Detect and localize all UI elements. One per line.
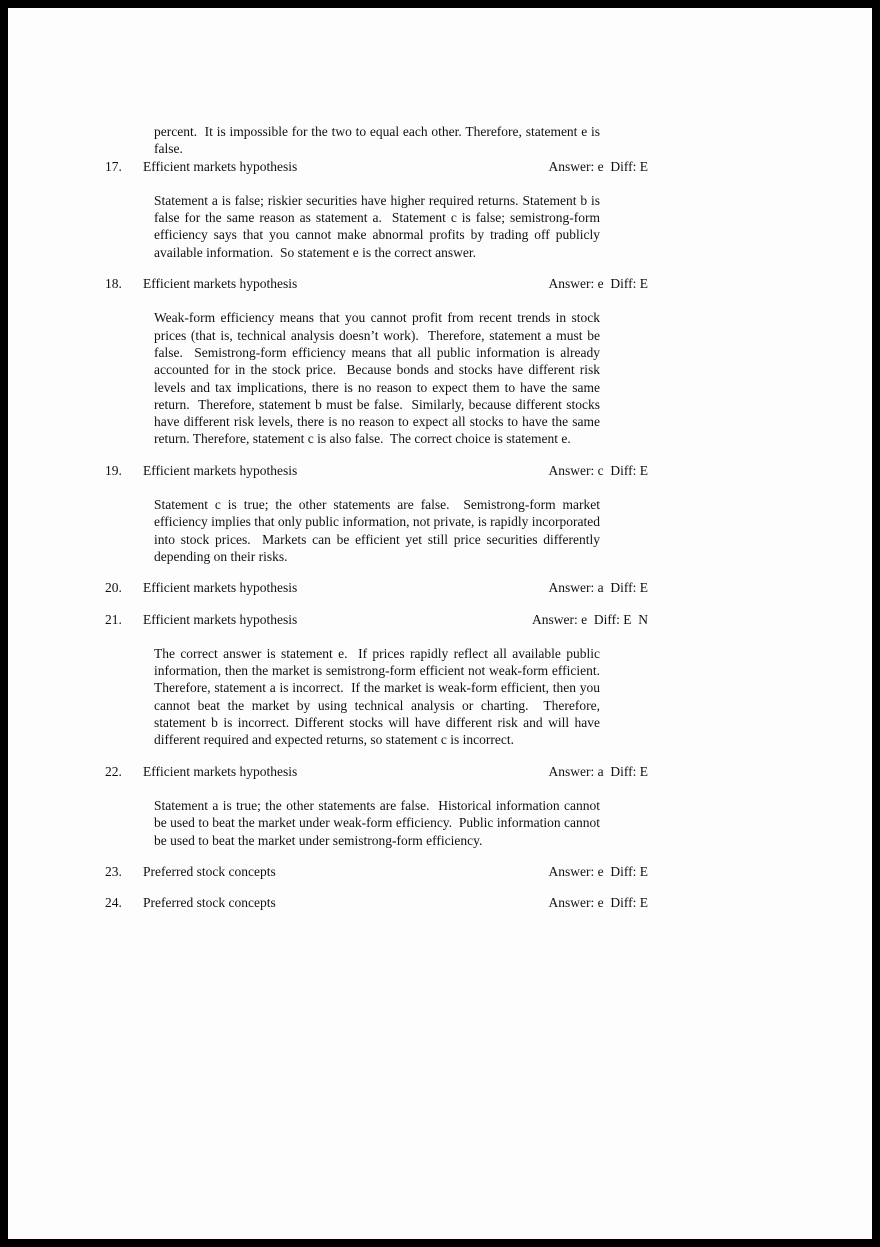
item-topic: Preferred stock concepts (143, 863, 276, 879)
item-number: 19. (105, 462, 122, 478)
question-item (105, 611, 648, 749)
question-item (105, 863, 648, 880)
question-item (105, 275, 648, 448)
item-topic: Efficient markets hypothesis (143, 462, 298, 478)
item-number: 23. (105, 863, 122, 879)
item-explanation: Statement a is true; the other statements are false. Historical information cannot be used to beat the market under weak-form efficiency. Public information cannot be used to beat the market under semistrong-form efficiency. (154, 797, 604, 848)
question-item (105, 763, 648, 849)
item-heading (105, 763, 648, 780)
item-heading (105, 158, 648, 175)
item-topic: Efficient markets hypothesis (143, 580, 298, 596)
item-heading (105, 611, 648, 628)
item-number: 21. (105, 611, 122, 627)
item-number: 17. (105, 158, 122, 174)
question-item (105, 462, 648, 565)
item-answer: Answer: e Diff: E (548, 276, 648, 292)
items-list (105, 158, 648, 912)
item-explanation: Weak-form efficiency means that you cannot profit from recent trends in stock prices (that is, technical analysis doesn’t work). Therefore, statement a must be false. Semistrong-form efficiency means that all public information is already accounted for in the stock price. Because bonds and stocks have different risk levels and tax implications, there is no reason to expect them to have the same return. Therefore, statement b must be false. Similarly, because different stocks have different risk levels, there is no reason to expect all stocks to have the same return. Therefore, statement c is also false. The correct choice is statement e. (154, 310, 604, 447)
item-heading (105, 275, 648, 292)
item-topic: Efficient markets hypothesis (143, 276, 298, 292)
item-number: 22. (105, 763, 122, 779)
continuation-paragraph: percent. It is impossible for the two to equal each other. Therefore, statement e is false. (154, 124, 604, 157)
item-answer: Answer: e Diff: E (548, 895, 648, 911)
item-topic: Efficient markets hypothesis (143, 158, 298, 174)
item-heading (105, 579, 648, 596)
item-topic: Efficient markets hypothesis (143, 611, 298, 627)
item-heading (105, 894, 648, 911)
item-topic: Efficient markets hypothesis (143, 763, 298, 779)
item-explanation: Statement a is false; riskier securities have higher required returns. Statement b is false for the same reason as statement a. Statement c is false; semistrong-form efficiency says that you cannot make abnormal profits by trading off publicly available information. So statement e is the correct answer. (154, 192, 604, 260)
document-page (8, 8, 872, 1239)
item-answer: Answer: e Diff: E (548, 158, 648, 174)
item-answer: Answer: e Diff: E N (532, 611, 648, 627)
item-number: 24. (105, 895, 122, 911)
question-item (105, 158, 648, 261)
item-explanation: Statement c is true; the other statements are false. Semistrong-form market efficiency implies that only public information, not private, is rapidly incorporated into stock prices. Markets can be efficient yet still price securities differently depending on their risks. (154, 497, 604, 564)
item-answer: Answer: e Diff: E (548, 863, 648, 879)
item-explanation: The correct answer is statement e. If prices rapidly reflect all available public information, then the market is semistrong-form efficient not weak-form efficient. Therefore, statement a is incorrect. If the market is weak-form efficient, then you cannot beat the market by using technical analysis or charting. Therefore, statement b is incorrect. Different stocks will have different risk and will have different required and expected returns, so statement c is incorrect. (154, 645, 607, 748)
question-item (105, 579, 648, 596)
item-heading (105, 863, 648, 880)
item-answer: Answer: c Diff: E (548, 462, 648, 478)
item-answer: Answer: a Diff: E (548, 580, 648, 596)
item-topic: Preferred stock concepts (143, 895, 276, 911)
item-heading (105, 462, 648, 479)
item-answer: Answer: a Diff: E (548, 763, 648, 779)
question-item (105, 894, 648, 911)
item-number: 18. (105, 276, 122, 292)
item-number: 20. (105, 580, 122, 596)
